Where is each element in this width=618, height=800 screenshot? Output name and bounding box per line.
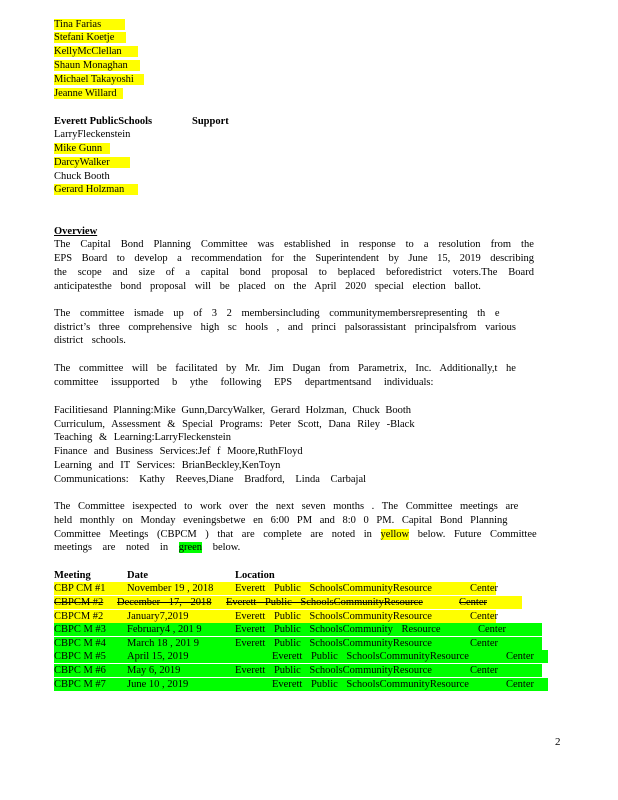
word: the: [293, 253, 306, 264]
table-row: CBPC M #5 April 15, 2019 Everett Public SchoolsCommunityResource Center: [54, 650, 548, 663]
word: size: [138, 267, 155, 278]
support-member: Gerard Holzman: [54, 183, 138, 196]
word: a: [177, 253, 182, 264]
table-row: CBPC M #7 June 10 , 2019 Everett Public SchoolsCommunityResource Center: [54, 678, 548, 691]
overview-text: The committee ismade up of 3 2 membersincluding communitymembersrepresenting th e: [54, 308, 500, 319]
overview-text: The committee will be facilitated by Mr. Jim Dugan from Parametrix, Inc. Additionally,t he: [54, 363, 516, 374]
word: to: [405, 239, 414, 250]
word: proposal: [271, 267, 308, 278]
page-number: 2: [555, 736, 561, 748]
word: was: [257, 239, 274, 250]
meetings-table-header: [54, 569, 494, 582]
table-row: CBPCM #2 January7,2019 Everett Public SchoolsCommunityResource Center: [54, 611, 498, 622]
date-column-header: Date: [127, 570, 148, 581]
location-column-header: Location: [235, 570, 275, 581]
word: develop: [134, 253, 168, 264]
word: a: [185, 267, 191, 278]
word: for: [271, 253, 284, 264]
yellow-highlight-word: yellow: [380, 529, 410, 540]
member-line: Shaun Monaghan: [54, 59, 140, 72]
overview-text: [54, 252, 534, 265]
member-line: Michael Takayoshi: [54, 73, 144, 86]
word: 2019: [459, 253, 481, 264]
overview-text: committee issupported b ythe following EPS departmentsand individuals:: [54, 377, 434, 388]
word: a: [423, 239, 429, 250]
word: June: [408, 253, 428, 264]
overview-text: [54, 266, 534, 279]
table-row: CBPC M #6 May 6, 2019 Everett Public SchoolsCommunityResource Center: [54, 664, 542, 677]
word: established: [283, 239, 331, 250]
member-line: Tina Farias: [54, 18, 125, 31]
word: EPS: [54, 253, 73, 264]
word: and: [112, 267, 128, 278]
member-line: Stefani Koetje: [54, 31, 126, 44]
overview-text: district schools.: [54, 335, 126, 346]
word: voters.The: [452, 267, 498, 278]
word: beforedistrict: [385, 267, 442, 278]
word: bond: [239, 267, 261, 278]
word: in: [340, 239, 349, 250]
word: scope: [77, 267, 102, 278]
overview-text: district’s three comprehensive high sc hools , and princi palsorassistant principalsfrom various: [54, 322, 516, 333]
word: the: [54, 267, 67, 278]
department-line: Finance and Business Services:Jef f Moore,RuthFloyd: [54, 446, 303, 457]
word: by: [388, 253, 399, 264]
overview-text: meetings are noted in green below.: [54, 542, 241, 553]
overview-text: [54, 238, 534, 251]
word: describing: [490, 253, 534, 264]
overview-heading: Overview: [54, 226, 98, 237]
member-line: Jeanne Willard: [54, 87, 123, 100]
word: The: [54, 239, 71, 250]
department-line: Curriculum, Assessment & Special Programs: Peter Scott, Dana Riley -Black: [54, 419, 415, 430]
word: Board: [81, 253, 108, 264]
table-row: CBP CM #1 November 19 , 2018 Everett Public SchoolsCommunityResource Center: [54, 583, 498, 594]
word: capital: [200, 267, 229, 278]
department-line: Communications: Kathy Reeves,Diane Bradford, Linda Carbajal: [54, 474, 367, 485]
word: Bond: [120, 239, 144, 250]
word: to: [318, 267, 327, 278]
table-row: CBPC M #4 March 18 , 201 9 Everett Public SchoolsCommunityResource Center: [54, 637, 542, 650]
overview-text: anticipatesthe bond proposal will be placed on the April 2020 special election ballot.: [54, 281, 481, 292]
overview-text: held monthly on Monday eveningsbetwe en 6:00 PM and 8:0 0 PM. Capital Bond Planning: [54, 515, 508, 526]
word: beplaced: [337, 267, 376, 278]
word: Planning: [153, 239, 191, 250]
support-member: LarryFleckenstein: [54, 129, 131, 140]
department-line: Teaching & Learning:LarryFleckenstein: [54, 432, 231, 443]
word: to: [116, 253, 125, 264]
overview-text: Committee Meetings (CBPCM ) that are complete are noted in yellow below. Future Committee: [54, 529, 537, 540]
support-member: Mike Gunn: [54, 142, 110, 155]
eps-support-heading: Everett PublicSchools Support: [54, 116, 229, 127]
word: response: [358, 239, 396, 250]
word: recommendation: [191, 253, 262, 264]
word: from: [490, 239, 511, 250]
meeting-column-header: Meeting: [54, 570, 91, 581]
word: 15,: [437, 253, 451, 264]
word: the: [521, 239, 534, 250]
support-member: Chuck Booth: [54, 171, 110, 182]
table-row: CBPCM #2 December 17, 2018 Everett Public SchoolsCommunityResource Center: [54, 596, 522, 609]
word: Capital: [80, 239, 111, 250]
word: of: [165, 267, 175, 278]
department-line: Learning and IT Services: BrianBeckley,KenToyn: [54, 460, 281, 471]
support-member: DarcyWalker: [54, 156, 130, 169]
word: Board: [508, 267, 534, 278]
table-row: CBPC M #3 February4 , 201 9 Everett Public SchoolsCommunity Resource Center: [54, 623, 542, 636]
overview-text: The Committee isexpected to work over the next seven months . The Committee meetings are: [54, 501, 519, 512]
word: Superintendent: [315, 253, 379, 264]
word: Committee: [200, 239, 248, 250]
word: resolution: [438, 239, 481, 250]
member-line: KellyMcClellan: [54, 45, 138, 58]
department-line: Facilitiesand Planning:Mike Gunn,DarcyWalker, Gerard Holzman, Chuck Booth: [54, 405, 412, 416]
green-highlight-word: green: [178, 542, 203, 553]
